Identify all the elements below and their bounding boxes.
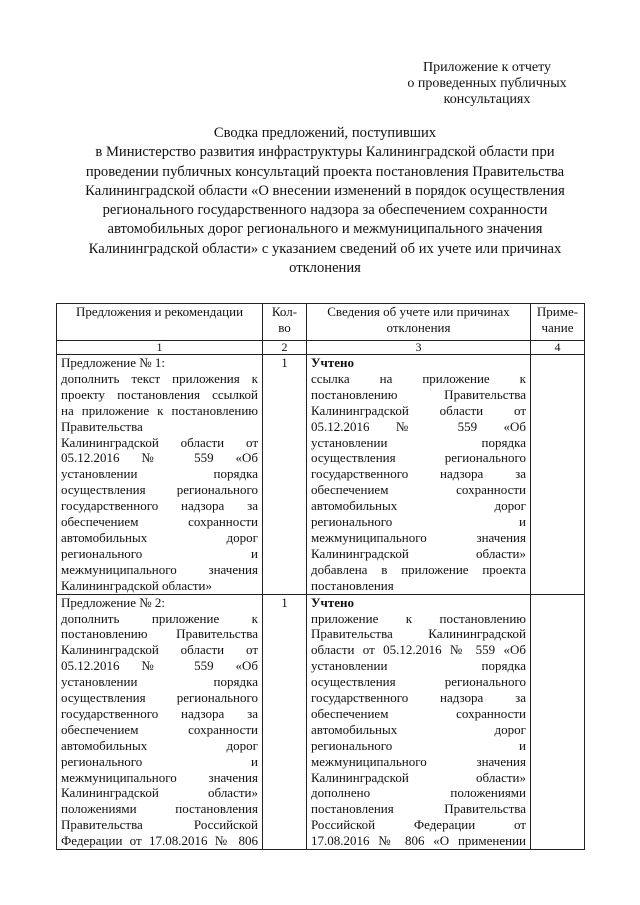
- summary-title: [68, 124, 582, 278]
- info-line: регионального и: [311, 737, 526, 753]
- info-line: постановлению Правительства: [311, 386, 526, 402]
- column-number: 3: [307, 341, 531, 355]
- proposal-cell: [57, 594, 263, 850]
- proposal-line: на приложение к постановлению: [61, 402, 258, 418]
- title-line: проведении публичных консультаций проекта постановления Правительства: [85, 163, 565, 180]
- proposal-line: проекту постановления ссылкой: [61, 386, 258, 402]
- proposal-line: обеспечением сохранности: [61, 721, 258, 737]
- proposal-line: дополнить приложение к: [61, 610, 258, 626]
- proposal-line: государственного надзора за: [61, 498, 258, 514]
- info-line: ссылка на приложение к: [311, 370, 526, 386]
- title-line: отклонения: [289, 260, 361, 277]
- info-line: приложение к постановлению: [311, 610, 526, 626]
- title-line: регионального государственного надзора за обеспечением сохранности: [102, 202, 548, 219]
- info-cell: [307, 594, 531, 850]
- info-line: государственного надзора за: [311, 466, 526, 482]
- appendix-line: Приложение к отчету: [422, 60, 552, 75]
- info-line: 17.08.2016 № 806 «О применении: [311, 833, 526, 849]
- info-line: осуществления регионального: [311, 450, 526, 466]
- proposal-line: автомобильных дорог: [61, 529, 258, 545]
- title-line: автомобильных дорог регионального и межмуниципального значения: [107, 221, 543, 238]
- info-line: установлении порядка: [311, 434, 526, 450]
- header-note: Приме-чание: [531, 304, 585, 341]
- column-number: 1: [57, 341, 263, 355]
- info-line: Калининградской области от: [311, 402, 526, 418]
- count-cell: 1: [263, 594, 307, 850]
- proposal-line: 05.12.2016 № 559 «Об: [61, 450, 258, 466]
- status-label: Учтено: [311, 594, 355, 610]
- info-line: Калининградской области»: [311, 545, 526, 561]
- proposal-line: Правительства: [61, 418, 143, 434]
- info-line: Правительства Калининградской: [311, 626, 526, 642]
- proposal-line: Калининградской области»: [61, 785, 258, 801]
- count-cell: 1: [263, 355, 307, 595]
- title-line: в Министерство развития инфраструктуры Калининградской области при: [95, 144, 555, 161]
- info-line: автомобильных дорог: [311, 498, 526, 514]
- status-label: Учтено: [311, 355, 355, 370]
- proposal-line: Калининградской области от: [61, 642, 258, 658]
- proposal-line: межмуниципального значения: [61, 561, 258, 577]
- info-line: постановления Правительства: [311, 801, 526, 817]
- proposal-line: регионального и: [61, 753, 258, 769]
- info-line: 05.12.2016 № 559 «Об: [311, 418, 526, 434]
- proposal-line: Федерации от 17.08.2016 № 806: [61, 833, 258, 849]
- info-line: Калининградской области»: [311, 769, 526, 785]
- appendix-line: о проведенных публичных: [407, 76, 567, 91]
- note-cell: [531, 594, 585, 850]
- proposal-line: автомобильных дорог: [61, 737, 258, 753]
- table-row: [57, 594, 585, 850]
- info-line: регионального и: [311, 514, 526, 530]
- table-header-row: [57, 304, 585, 341]
- info-cell: [307, 355, 531, 595]
- info-line: государственного надзора за: [311, 690, 526, 706]
- proposal-line: обеспечением сохранности: [61, 514, 258, 530]
- info-line: осуществления регионального: [311, 674, 526, 690]
- header-info: Сведения об учете или причинах отклонения: [307, 304, 531, 341]
- proposal-line: осуществления регионального: [61, 482, 258, 498]
- proposal-line: Калининградской области от: [61, 434, 258, 450]
- proposals-table: [56, 303, 585, 850]
- info-line: добавлена в приложение проекта: [311, 561, 526, 577]
- proposal-line: межмуниципального значения: [61, 769, 258, 785]
- column-number: 2: [263, 341, 307, 355]
- column-number-row: [57, 341, 585, 355]
- info-line: Российской Федерации от: [311, 817, 526, 833]
- title-line: Сводка предложений, поступивших: [213, 125, 437, 141]
- info-line: постановления: [311, 577, 394, 593]
- appendix-line: консультациях: [443, 92, 531, 107]
- proposal-title: Предложение № 2:: [61, 594, 166, 610]
- header-count: Кол-во: [263, 304, 307, 341]
- proposal-line: Правительства Российской: [61, 817, 258, 833]
- note-cell: [531, 355, 585, 595]
- table-row: [57, 355, 585, 595]
- header-proposals: Предложения и рекомендации: [57, 304, 263, 341]
- proposal-line: дополнить текст приложения к: [61, 370, 258, 386]
- proposal-cell: [57, 355, 263, 595]
- proposal-line: положениями постановления: [61, 801, 258, 817]
- appendix-note: [392, 60, 582, 108]
- info-line: дополнено положениями: [311, 785, 526, 801]
- proposal-line: 05.12.2016 № 559 «Об: [61, 658, 258, 674]
- info-line: автомобильных дорог: [311, 721, 526, 737]
- info-line: установлении порядка: [311, 658, 526, 674]
- info-line: обеспечением сохранности: [311, 482, 526, 498]
- proposal-line: установлении порядка: [61, 674, 258, 690]
- info-line: межмуниципального значения: [311, 753, 526, 769]
- proposal-line: государственного надзора за: [61, 705, 258, 721]
- column-number: 4: [531, 341, 585, 355]
- info-line: межмуниципального значения: [311, 529, 526, 545]
- proposal-line: постановлению Правительства: [61, 626, 258, 642]
- proposal-title: Предложение № 1:: [61, 355, 166, 370]
- title-line: Калининградской области «О внесении изменений в порядок осуществления: [85, 182, 565, 199]
- proposal-line: Калининградской области»: [61, 577, 213, 593]
- proposal-line: регионального и: [61, 545, 258, 561]
- info-line: области от 05.12.2016 № 559 «Об: [311, 642, 526, 658]
- proposal-line: установлении порядка: [61, 466, 258, 482]
- info-line: обеспечением сохранности: [311, 705, 526, 721]
- proposal-line: осуществления регионального: [61, 690, 258, 706]
- title-line: Калининградской области» с указанием сведений об их учете или причинах: [88, 240, 562, 257]
